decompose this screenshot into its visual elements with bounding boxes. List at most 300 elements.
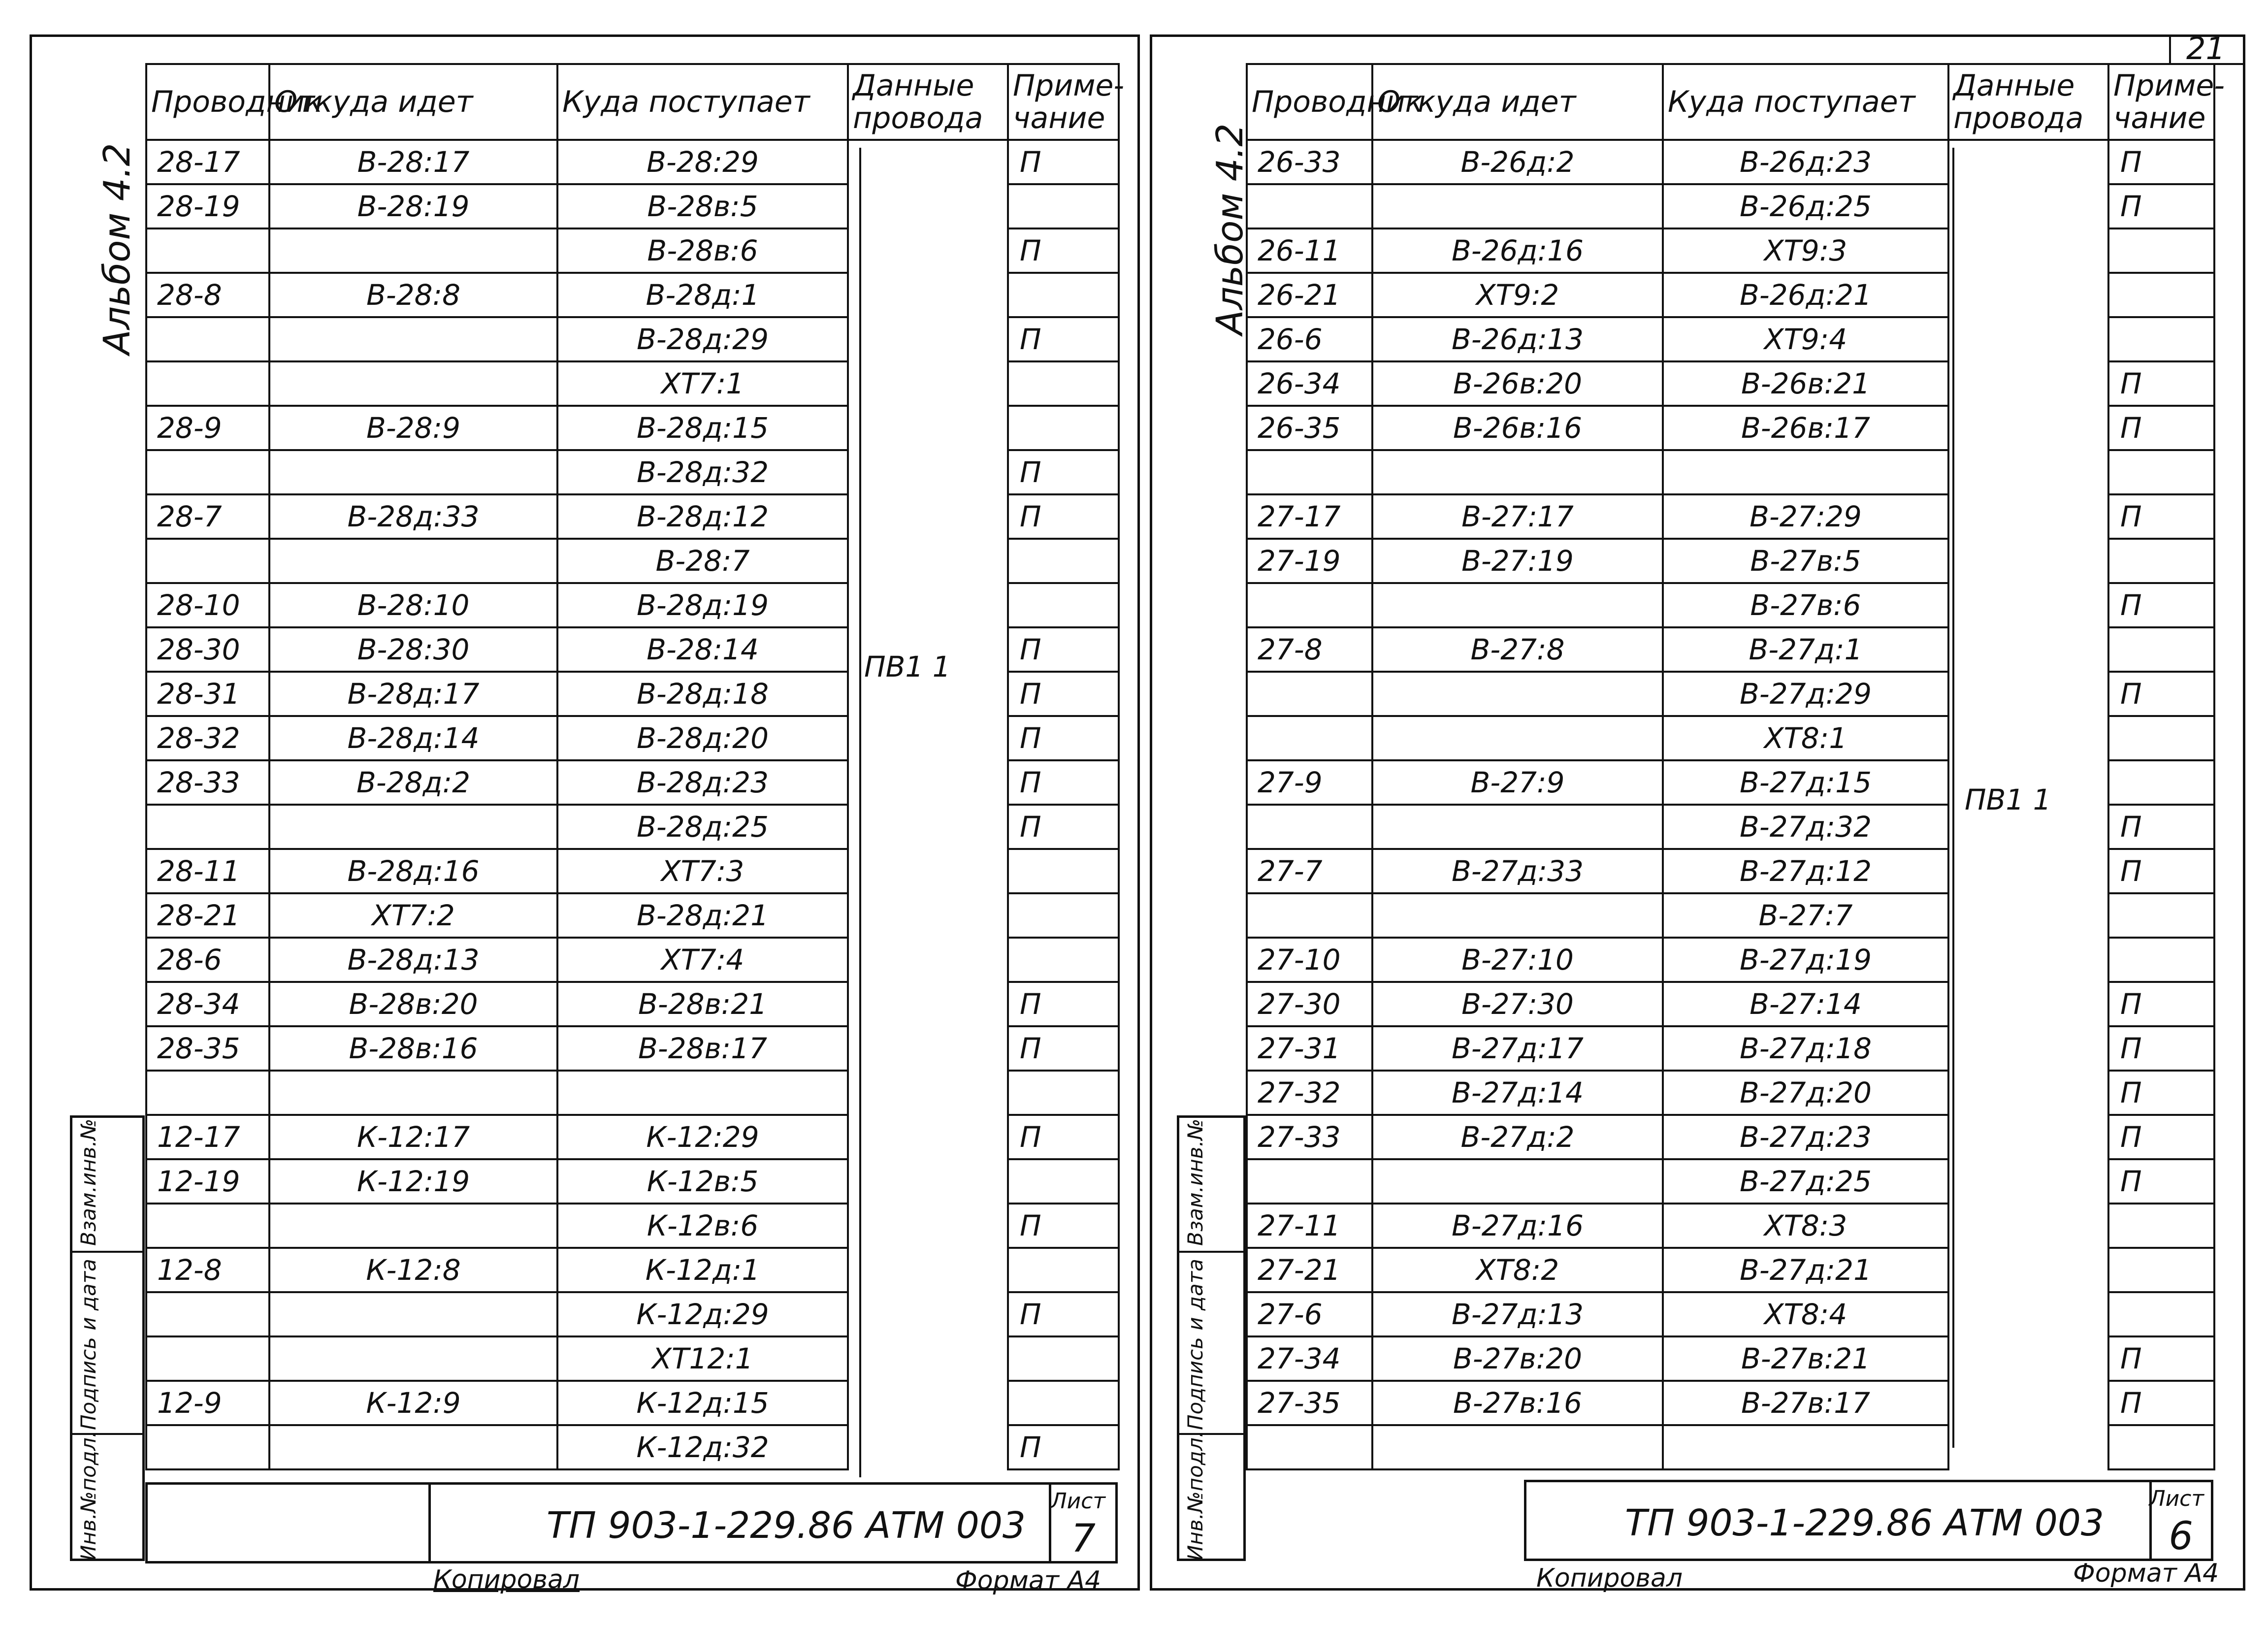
table-row (1247, 1381, 2214, 1425)
conductor-cell: 26-21 (1247, 273, 1372, 317)
from-cell: В-27д:13 (1372, 1292, 1663, 1336)
from-cell (269, 539, 557, 583)
conductor-cell: 27-35 (1247, 1381, 1372, 1425)
from-cell: В-26в:20 (1372, 361, 1663, 406)
table-row (1247, 760, 2214, 805)
note-cell: П (1008, 982, 1119, 1026)
to-cell: ХТ9:4 (1663, 317, 1948, 361)
table-row (1247, 893, 2214, 938)
from-cell: В-28:17 (269, 140, 557, 184)
from-cell: В-26в:16 (1372, 406, 1663, 450)
data-cell (848, 273, 1008, 317)
from-cell: ХТ8:2 (1372, 1248, 1663, 1292)
to-cell: В-27в:21 (1663, 1336, 1948, 1381)
right-table-body (1247, 140, 2214, 1469)
to-cell: В-28д:1 (557, 273, 848, 317)
left-copied: Копировал (433, 1565, 580, 1595)
table-row (1247, 539, 2214, 583)
from-cell: В-28д:17 (269, 672, 557, 716)
table-row (1247, 938, 2214, 982)
to-cell: В-27д:12 (1663, 849, 1948, 893)
from-cell: В-28:30 (269, 627, 557, 672)
from-cell (1372, 672, 1663, 716)
right-format: Формат А4 (2073, 1559, 2219, 1588)
data-cell (848, 1381, 1008, 1425)
from-cell: В-26д:16 (1372, 228, 1663, 273)
from-cell: В-27:8 (1372, 627, 1663, 672)
data-cell (1948, 228, 2108, 273)
from-cell: К-12:17 (269, 1115, 557, 1159)
conductor-cell (146, 1292, 269, 1336)
conductor-cell: 26-34 (1247, 361, 1372, 406)
table-row (1247, 140, 2214, 184)
table-row (146, 760, 1119, 805)
conductor-cell: 27-9 (1247, 760, 1372, 805)
to-cell: ХТ8:1 (1663, 716, 1948, 760)
to-cell: В-27д:20 (1663, 1071, 1948, 1115)
table-row (146, 1381, 1119, 1425)
data-cell (1948, 1026, 2108, 1071)
right-sheet-label: Лист (2149, 1486, 2204, 1511)
to-cell: ХТ12:1 (557, 1336, 848, 1381)
to-cell: В-28:7 (557, 539, 848, 583)
note-cell (2108, 1204, 2214, 1248)
conductor-cell (1247, 672, 1372, 716)
note-cell (1008, 539, 1119, 583)
conductor-cell: 26-33 (1247, 140, 1372, 184)
right-wire-data: ПВ1 1 (1965, 783, 2051, 816)
conductor-cell: 26-35 (1247, 406, 1372, 450)
to-cell: В-26д:25 (1663, 184, 1948, 228)
data-cell (848, 1204, 1008, 1248)
left-inv-label: Инв.№подл. (76, 1431, 100, 1561)
to-cell: В-28д:32 (557, 450, 848, 494)
to-cell: В-26д:21 (1663, 273, 1948, 317)
conductor-cell: 28-35 (146, 1026, 269, 1071)
note-cell: П (1008, 317, 1119, 361)
conductor-cell: 26-6 (1247, 317, 1372, 361)
left-wire-data: ПВ1 1 (864, 650, 951, 684)
note-cell: П (1008, 627, 1119, 672)
note-cell: П (2108, 849, 2214, 893)
note-cell: П (2108, 494, 2214, 539)
note-cell (1008, 406, 1119, 450)
to-cell: В-27д:32 (1663, 805, 1948, 849)
note-cell (2108, 627, 2214, 672)
table-row (1247, 849, 2214, 893)
table-row (1247, 1336, 2214, 1381)
data-cell (1948, 539, 2108, 583)
from-cell (269, 1425, 557, 1469)
note-cell (1008, 273, 1119, 317)
to-cell: К-12д:29 (557, 1292, 848, 1336)
from-cell (1372, 893, 1663, 938)
data-cell (1948, 317, 2108, 361)
conductor-cell: 28-11 (146, 849, 269, 893)
data-cell (848, 140, 1008, 184)
from-cell: В-27д:16 (1372, 1204, 1663, 1248)
table-row (1247, 627, 2214, 672)
data-cell (1948, 1425, 2108, 1469)
table-row (146, 583, 1119, 627)
note-cell: П (2108, 1071, 2214, 1115)
to-cell: В-27:29 (1663, 494, 1948, 539)
page-number: 21 (2186, 31, 2225, 66)
from-cell: В-28д:33 (269, 494, 557, 539)
to-cell: В-28д:18 (557, 672, 848, 716)
data-cell (848, 849, 1008, 893)
to-cell: В-27в:17 (1663, 1381, 1948, 1425)
header-to: Куда поступает (557, 64, 848, 140)
conductor-cell: 28-10 (146, 583, 269, 627)
to-cell: В-28:14 (557, 627, 848, 672)
left-vzam-label: Взам.инв.№ (76, 1118, 100, 1246)
to-cell: В-28д:19 (557, 583, 848, 627)
table-row (146, 184, 1119, 228)
to-cell: В-27д:25 (1663, 1159, 1948, 1204)
data-cell (848, 406, 1008, 450)
from-cell: В-28:19 (269, 184, 557, 228)
from-cell: К-12:8 (269, 1248, 557, 1292)
data-cell (848, 450, 1008, 494)
conductor-cell (1247, 716, 1372, 760)
to-cell: К-12в:5 (557, 1159, 848, 1204)
header-data: Данные провода (848, 64, 1008, 140)
data-cell (848, 938, 1008, 982)
table-row (146, 1248, 1119, 1292)
from-cell: В-27в:16 (1372, 1381, 1663, 1425)
table-row (1247, 1115, 2214, 1159)
data-cell (1948, 450, 2108, 494)
table-row (146, 273, 1119, 317)
from-cell: В-28д:2 (269, 760, 557, 805)
header-to: Куда поступает (1663, 64, 1948, 140)
to-cell: В-28д:15 (557, 406, 848, 450)
to-cell: В-27:7 (1663, 893, 1948, 938)
data-cell (848, 539, 1008, 583)
table-row (1247, 228, 2214, 273)
data-cell (1948, 184, 2108, 228)
note-cell: П (1008, 1292, 1119, 1336)
from-cell (269, 317, 557, 361)
from-cell (269, 1071, 557, 1115)
to-cell: В-27в:6 (1663, 583, 1948, 627)
note-cell: П (1008, 450, 1119, 494)
to-cell: ХТ8:3 (1663, 1204, 1948, 1248)
table-row (1247, 494, 2214, 539)
note-cell (1008, 583, 1119, 627)
from-cell (269, 1204, 557, 1248)
conductor-cell: 28-32 (146, 716, 269, 760)
to-cell: В-26в:17 (1663, 406, 1948, 450)
conductor-cell: 27-19 (1247, 539, 1372, 583)
from-cell: В-27д:33 (1372, 849, 1663, 893)
conductor-cell (146, 317, 269, 361)
to-cell: В-27д:1 (1663, 627, 1948, 672)
table-row (1247, 406, 2214, 450)
to-cell: В-28д:29 (557, 317, 848, 361)
note-cell (1008, 938, 1119, 982)
data-cell (1948, 1115, 2108, 1159)
to-cell: В-28д:20 (557, 716, 848, 760)
note-cell: П (2108, 1336, 2214, 1381)
table-row (1247, 450, 2214, 494)
data-cell (1948, 1248, 2108, 1292)
right-wiring-table (1246, 63, 2225, 1470)
data-cell (848, 760, 1008, 805)
from-cell (269, 1292, 557, 1336)
note-cell: П (2108, 672, 2214, 716)
note-cell: П (1008, 1425, 1119, 1469)
note-cell: П (2108, 1159, 2214, 1204)
conductor-cell (146, 1204, 269, 1248)
note-cell: П (2108, 184, 2214, 228)
note-cell: П (2108, 1381, 2214, 1425)
header-note: Приме-чание (2108, 64, 2214, 140)
from-cell: В-28:9 (269, 406, 557, 450)
table-row (146, 361, 1119, 406)
from-cell: ХТ9:2 (1372, 273, 1663, 317)
to-cell: В-28в:17 (557, 1026, 848, 1071)
right-sheet-number: 6 (2169, 1514, 2193, 1559)
header-conductor: Проводник (146, 64, 269, 140)
from-cell: В-28:8 (269, 273, 557, 317)
from-cell (269, 228, 557, 273)
table-row (1247, 184, 2214, 228)
conductor-cell (146, 539, 269, 583)
table-row (146, 1336, 1119, 1381)
data-cell (1948, 140, 2108, 184)
table-row (146, 1071, 1119, 1115)
table-row (1247, 1248, 2214, 1292)
from-cell: К-12:9 (269, 1381, 557, 1425)
table-row (146, 406, 1119, 450)
table-row (1247, 273, 2214, 317)
conductor-cell (146, 1071, 269, 1115)
note-cell: П (2108, 982, 2214, 1026)
table-row (1247, 1071, 2214, 1115)
data-cell (848, 805, 1008, 849)
conductor-cell: 27-6 (1247, 1292, 1372, 1336)
from-cell (1372, 1159, 1663, 1204)
data-cell (848, 1115, 1008, 1159)
to-cell: В-28в:5 (557, 184, 848, 228)
conductor-cell (146, 228, 269, 273)
data-cell (1948, 406, 2108, 450)
right-inv-label: Инв.№подл. (1183, 1431, 1207, 1561)
conductor-cell: 28-17 (146, 140, 269, 184)
from-cell: В-27:17 (1372, 494, 1663, 539)
table-row (1247, 1204, 2214, 1248)
from-cell (269, 805, 557, 849)
note-cell (1008, 893, 1119, 938)
conductor-cell: 28-9 (146, 406, 269, 450)
note-cell: П (1008, 140, 1119, 184)
data-cell (1948, 893, 2108, 938)
note-cell: П (2108, 805, 2214, 849)
data-cell (1948, 849, 2108, 893)
conductor-cell: 28-33 (146, 760, 269, 805)
note-cell: П (2108, 1115, 2214, 1159)
from-cell: ХТ7:2 (269, 893, 557, 938)
left-wiring-table (145, 63, 1125, 1470)
to-cell (557, 1071, 848, 1115)
table-row (146, 317, 1119, 361)
conductor-cell (146, 361, 269, 406)
note-cell (2108, 1292, 2214, 1336)
data-cell (1948, 1336, 2108, 1381)
data-cell (1948, 982, 2108, 1026)
from-cell (269, 1336, 557, 1381)
from-cell: В-28в:20 (269, 982, 557, 1026)
data-cell (848, 494, 1008, 539)
right-data-brace (1952, 148, 1954, 1448)
note-cell: П (1008, 228, 1119, 273)
table-row (146, 805, 1119, 849)
table-row (146, 450, 1119, 494)
from-cell: В-27д:2 (1372, 1115, 1663, 1159)
header-conductor: Проводник (1247, 64, 1372, 140)
conductor-cell: 28-34 (146, 982, 269, 1026)
right-copied: Копировал (1536, 1563, 1683, 1593)
to-cell: В-27д:29 (1663, 672, 1948, 716)
note-cell (2108, 228, 2214, 273)
conductor-cell (1247, 184, 1372, 228)
table-row (146, 716, 1119, 760)
table-row (1247, 672, 2214, 716)
note-cell: П (1008, 805, 1119, 849)
note-cell: П (2108, 583, 2214, 627)
to-cell: В-27д:21 (1663, 1248, 1948, 1292)
data-cell (848, 1248, 1008, 1292)
conductor-cell: 12-8 (146, 1248, 269, 1292)
conductor-cell: 27-17 (1247, 494, 1372, 539)
conductor-cell: 12-19 (146, 1159, 269, 1204)
data-cell (848, 361, 1008, 406)
left-doc-code: ТП 903-1-229.86 АТМ 003 (547, 1504, 1026, 1547)
table-row (146, 228, 1119, 273)
data-cell (1948, 1204, 2108, 1248)
table-row (1247, 1425, 2214, 1469)
conductor-cell (1247, 450, 1372, 494)
conductor-cell (1247, 893, 1372, 938)
from-cell: В-28в:16 (269, 1026, 557, 1071)
conductor-cell: 27-32 (1247, 1071, 1372, 1115)
header-from: Откуда идет (1372, 64, 1663, 140)
table-row (146, 1159, 1119, 1204)
from-cell: К-12:19 (269, 1159, 557, 1204)
to-cell: В-26в:21 (1663, 361, 1948, 406)
table-row (1247, 1292, 2214, 1336)
note-cell (2108, 317, 2214, 361)
note-cell (2108, 273, 2214, 317)
from-cell (1372, 716, 1663, 760)
data-cell (848, 716, 1008, 760)
note-cell: П (2108, 406, 2214, 450)
conductor-cell: 27-30 (1247, 982, 1372, 1026)
conductor-cell (146, 805, 269, 849)
note-cell: П (1008, 672, 1119, 716)
conductor-cell: 27-7 (1247, 849, 1372, 893)
from-cell: В-26д:13 (1372, 317, 1663, 361)
note-cell: П (1008, 494, 1119, 539)
to-cell: В-27д:19 (1663, 938, 1948, 982)
data-cell (1948, 627, 2108, 672)
conductor-cell: 28-7 (146, 494, 269, 539)
table-row (146, 539, 1119, 583)
data-cell (1948, 938, 2108, 982)
conductor-cell (146, 1336, 269, 1381)
note-cell: П (1008, 1115, 1119, 1159)
data-cell (848, 228, 1008, 273)
to-cell: В-28:29 (557, 140, 848, 184)
to-cell: В-28в:21 (557, 982, 848, 1026)
from-cell (1372, 184, 1663, 228)
to-cell: В-27в:5 (1663, 539, 1948, 583)
data-cell (848, 1026, 1008, 1071)
table-row (146, 982, 1119, 1026)
from-cell: В-27:10 (1372, 938, 1663, 982)
to-cell: К-12:29 (557, 1115, 848, 1159)
left-title-block (145, 1482, 1118, 1563)
note-cell (1008, 1071, 1119, 1115)
note-cell (1008, 849, 1119, 893)
note-cell (1008, 1336, 1119, 1381)
note-cell (1008, 1248, 1119, 1292)
conductor-cell: 27-34 (1247, 1336, 1372, 1381)
left-sheet-label: Лист (1050, 1489, 1105, 1514)
conductor-cell: 26-11 (1247, 228, 1372, 273)
table-row (1247, 583, 2214, 627)
note-cell: П (1008, 716, 1119, 760)
table-row (146, 893, 1119, 938)
table-row (146, 494, 1119, 539)
to-cell: В-27д:15 (1663, 760, 1948, 805)
table-row (1247, 1159, 2214, 1204)
conductor-cell: 28-21 (146, 893, 269, 938)
to-cell: ХТ7:1 (557, 361, 848, 406)
from-cell: В-28д:16 (269, 849, 557, 893)
conductor-cell (1247, 583, 1372, 627)
data-cell (1948, 494, 2108, 539)
note-cell (2108, 539, 2214, 583)
data-cell (848, 1336, 1008, 1381)
note-cell (1008, 1381, 1119, 1425)
table-row (146, 938, 1119, 982)
to-cell: К-12д:15 (557, 1381, 848, 1425)
conductor-cell (1247, 1425, 1372, 1469)
to-cell: К-12в:6 (557, 1204, 848, 1248)
to-cell: В-28д:23 (557, 760, 848, 805)
left-sheet-number: 7 (1071, 1517, 1096, 1561)
from-cell (1372, 450, 1663, 494)
conductor-cell: 27-33 (1247, 1115, 1372, 1159)
conductor-cell: 28-8 (146, 273, 269, 317)
to-cell: В-27д:18 (1663, 1026, 1948, 1071)
to-cell: В-28в:6 (557, 228, 848, 273)
data-cell (1948, 716, 2108, 760)
table-row (146, 1425, 1119, 1469)
to-cell: ХТ8:4 (1663, 1292, 1948, 1336)
to-cell: В-27д:23 (1663, 1115, 1948, 1159)
to-cell: В-28д:25 (557, 805, 848, 849)
data-cell (1948, 1292, 2108, 1336)
table-row (146, 1204, 1119, 1248)
to-cell: В-26д:23 (1663, 140, 1948, 184)
right-doc-code: ТП 903-1-229.86 АТМ 003 (1625, 1502, 2104, 1544)
note-cell (2108, 893, 2214, 938)
data-cell (848, 317, 1008, 361)
